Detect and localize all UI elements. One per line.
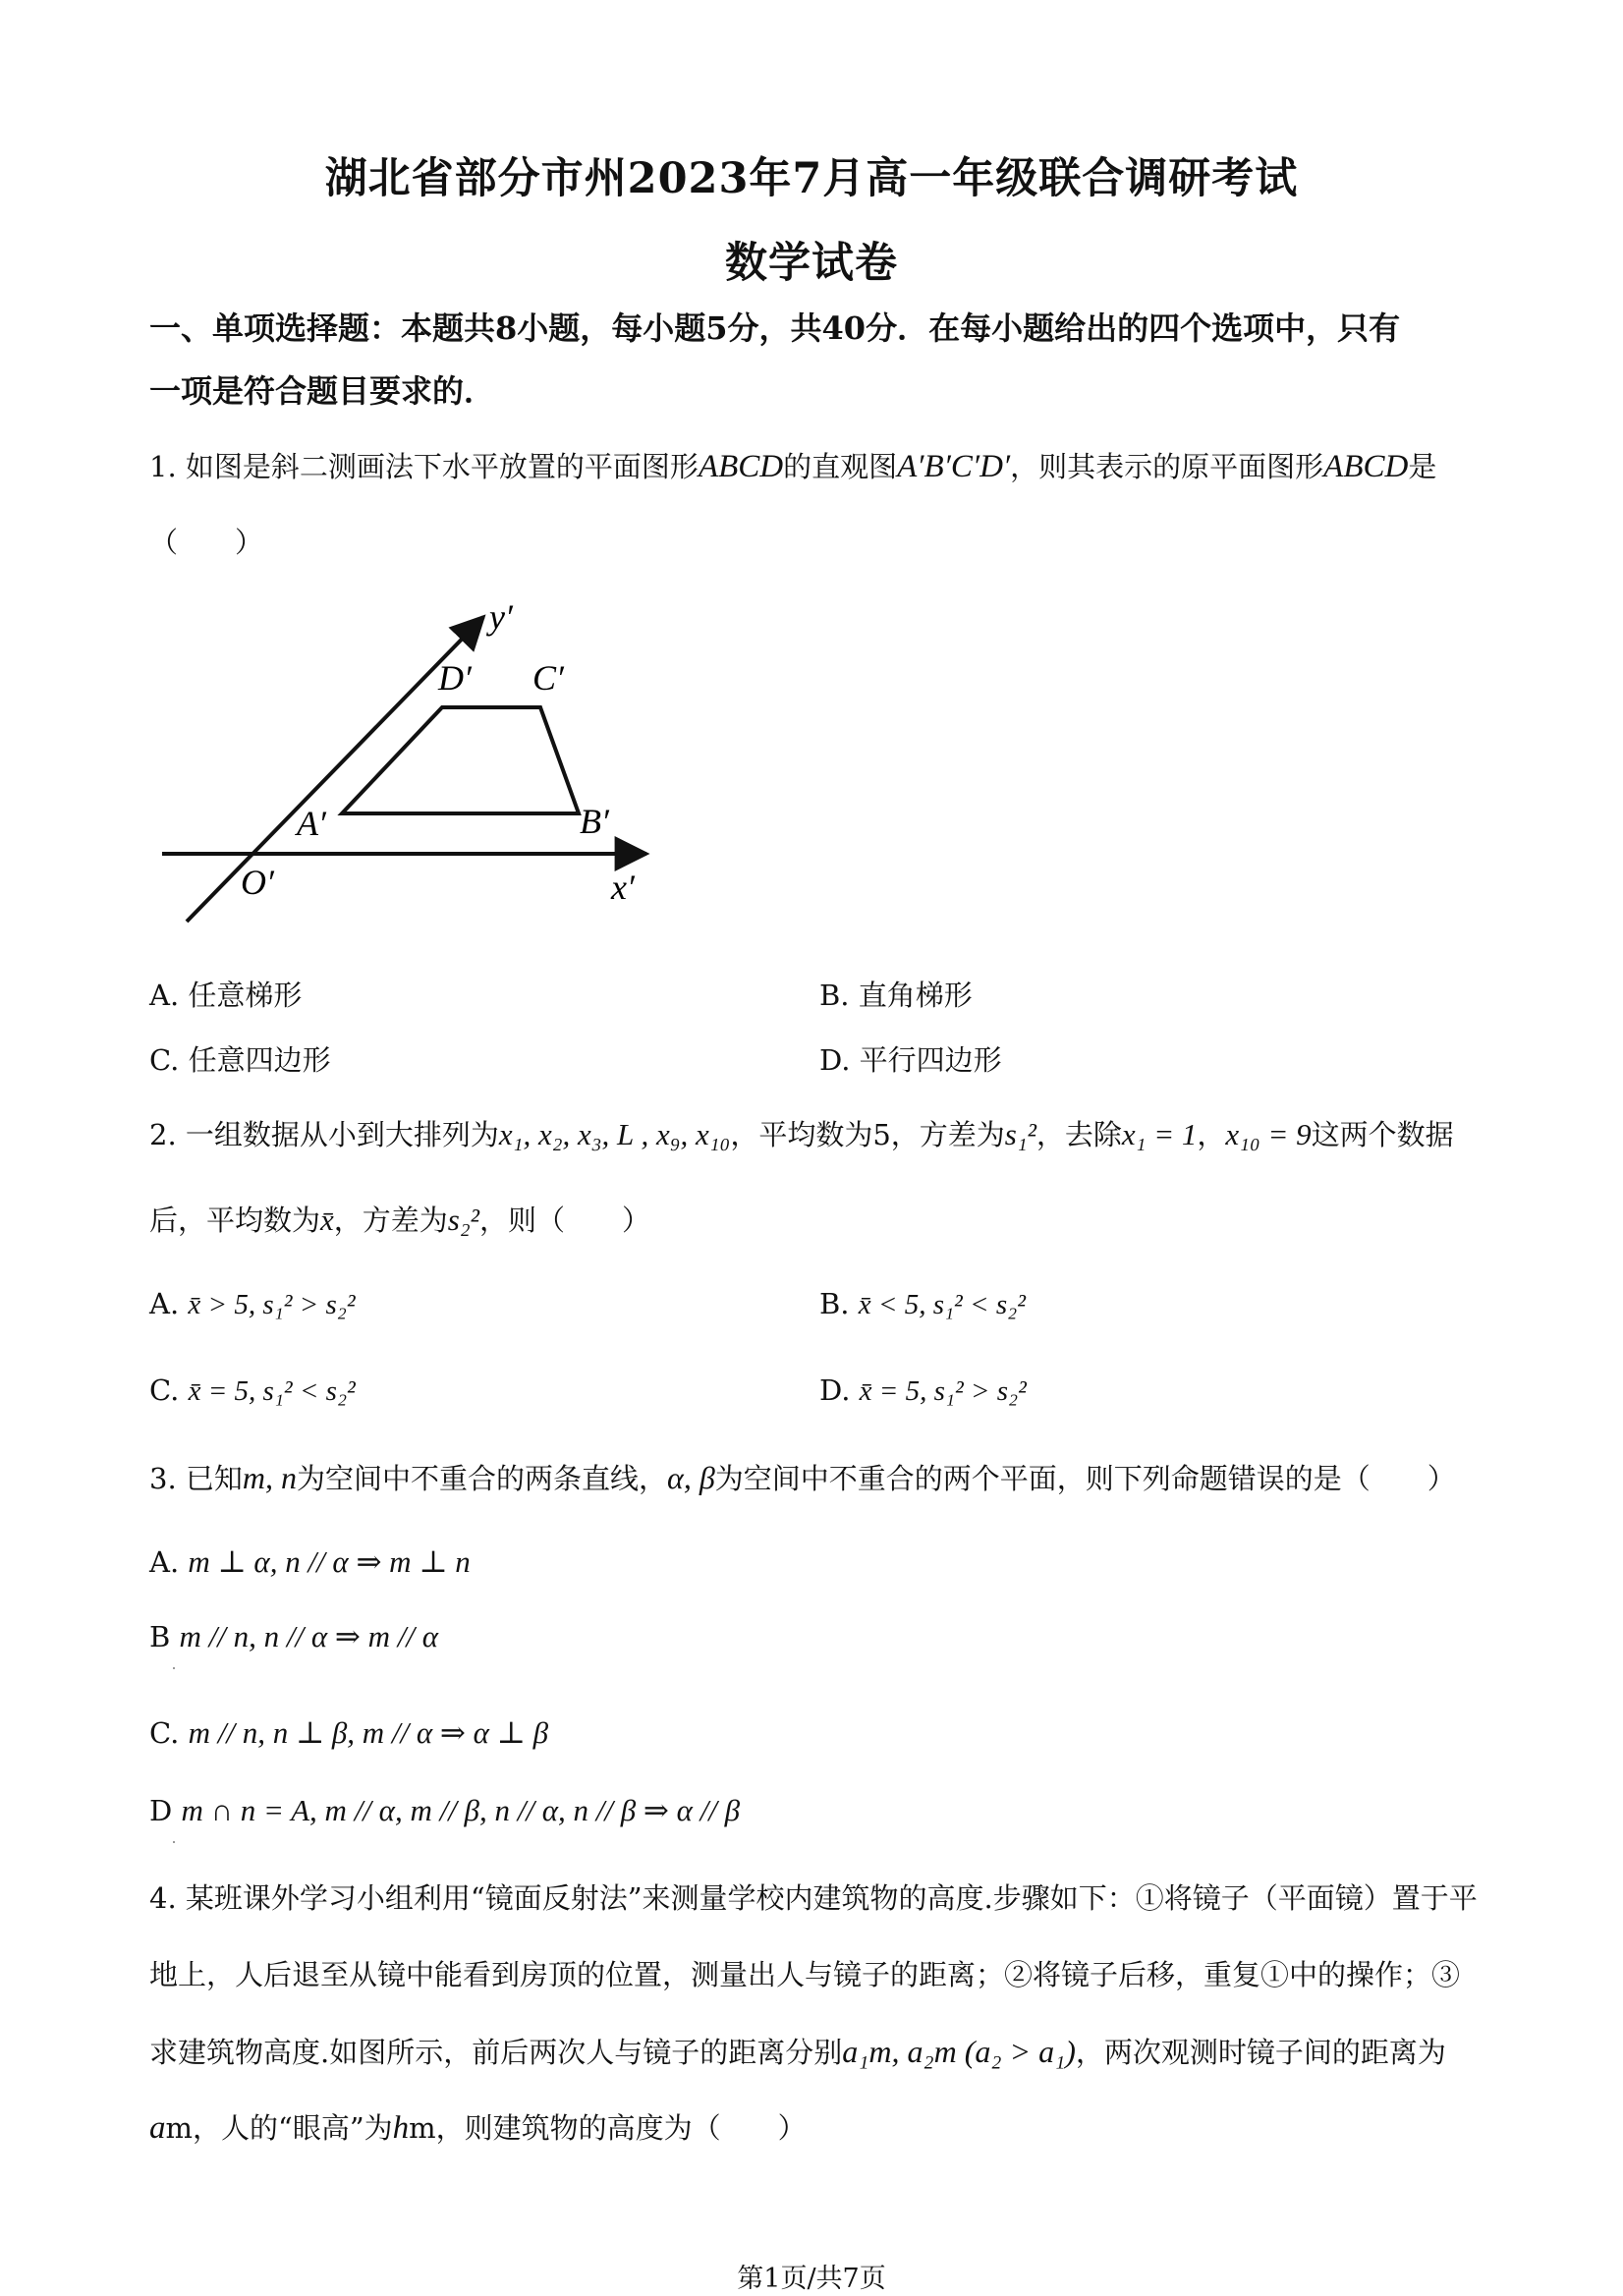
stem-text: 如图是斜二测画法下水平放置的平面图形 — [185, 450, 699, 483]
origin-label: O′ — [241, 863, 274, 902]
point-c-label: C′ — [532, 658, 564, 698]
question-2-stem-line2 — [149, 1201, 1495, 1240]
exam-title: 湖北省部分市州2023年7月高一年级联合调研考试 — [324, 154, 1299, 203]
option-letter: B. — [819, 979, 850, 1012]
math-a: a — [149, 2110, 166, 2146]
option-letter: B — [149, 1620, 171, 1653]
q3-option-d[interactable] — [149, 1793, 740, 1828]
option-letter: A. — [149, 1545, 180, 1579]
question-number: 2. — [149, 1118, 177, 1151]
option-text: 直角梯形 — [858, 979, 973, 1012]
stem-text: 为空间中不重合的两个平面，则下列命题错误的是（ ） — [714, 1462, 1456, 1495]
question-3-stem — [149, 1458, 1495, 1498]
option-letter: C. — [149, 1373, 180, 1407]
section-heading-line1: 一、单项选择题：本题共8小题，每小题5分，共40分．在每小题给出的四个选项中，只有 — [149, 309, 1401, 347]
q2-option-c[interactable] — [149, 1373, 356, 1408]
math-s2-squared: s₂² — [447, 1203, 479, 1237]
option-math: m ∩ n = A, m // α, m // β, n // α, n // β ⇒ α // β — [181, 1793, 741, 1827]
stem-text: m，则建筑物的高度为（ ） — [409, 2111, 807, 2145]
stem-text: ，去除 — [1035, 1118, 1122, 1151]
question-number: 4. — [149, 1881, 177, 1915]
stem-text: ，则（ ） — [478, 1204, 650, 1237]
option-math: m // n, n ⊥ β, m // α ⇒ α ⊥ β — [188, 1715, 549, 1750]
question-1-paren: （ ） — [149, 526, 264, 559]
stem-text: 一组数据从小到大排列为 — [185, 1118, 499, 1151]
page-footer: 第1页/共7页 — [737, 2264, 886, 2294]
option-math: x̄ = 5, s₁² > s₂² — [859, 1375, 1027, 1407]
stem-text: 的直观图 — [783, 450, 898, 483]
stem-text: 求建筑物高度.如图所示，前后两次人与镜子的距离分别 — [149, 2036, 843, 2069]
section-heading — [149, 297, 1485, 422]
stem-text: ，则其表示的原平面图形 — [1010, 450, 1324, 483]
stem-text: 后，平均数为 — [149, 1204, 321, 1237]
math-sequence: x₁, x₂, x₃, L , x₉, x₁₀ — [498, 1117, 731, 1151]
oblique-projection-figure — [147, 580, 678, 933]
math-abcd: ABCD — [698, 449, 784, 484]
q2-option-d[interactable] — [819, 1373, 1027, 1408]
stem-text: 是 — [1408, 450, 1437, 483]
q1-option-a[interactable] — [149, 974, 302, 1014]
section-heading-line2: 一项是符合题目要求的． — [149, 372, 496, 410]
exam-subtitle: 数学试卷 — [725, 239, 898, 288]
y-prime-label: y′ — [489, 597, 513, 637]
option-math: m // n, n // α ⇒ m // α — [179, 1619, 439, 1653]
stem-text: 为空间中不重合的两条直线， — [297, 1462, 668, 1495]
math-abcd-prime: A′B′C′D′ — [897, 449, 1011, 484]
question-number: 1. — [149, 450, 177, 483]
option-letter: C. — [149, 1716, 180, 1750]
math-m-n: m, n — [242, 1460, 298, 1495]
question-1-stem — [149, 447, 1495, 486]
option-math: x̄ < 5, s₁² < s₂² — [858, 1289, 1026, 1320]
point-b-label: B′ — [580, 802, 609, 841]
option-letter: A. — [149, 979, 180, 1012]
math-abcd: ABCD — [1323, 449, 1409, 484]
stem-text: ，平均数为5，方差为 — [730, 1118, 1005, 1151]
option-math: m ⊥ α, n // α ⇒ m ⊥ n — [188, 1544, 471, 1579]
point-d-label: D′ — [438, 658, 472, 698]
q3-option-c[interactable] — [149, 1715, 548, 1751]
stray-mark — [173, 1841, 175, 1843]
stem-text: ，方差为 — [333, 1204, 448, 1237]
stem-text: 这两个数据 — [1311, 1118, 1454, 1151]
q1-option-b[interactable] — [819, 974, 973, 1014]
option-math: x̄ > 5, s₁² > s₂² — [188, 1289, 356, 1320]
q3-option-a[interactable] — [149, 1544, 471, 1580]
question-2-stem-line1 — [149, 1115, 1495, 1154]
option-letter: C. — [149, 1043, 180, 1077]
q1-option-c[interactable] — [149, 1038, 331, 1079]
question-4-line1 — [149, 1878, 1495, 1918]
stem-text: m，人的“眼高”为 — [165, 2111, 393, 2145]
stray-mark — [173, 1667, 175, 1669]
stem-text: ， — [1197, 1118, 1226, 1151]
option-letter: D. — [819, 1043, 851, 1077]
stem-text: 已知 — [185, 1462, 243, 1495]
option-letter: D. — [819, 1373, 851, 1407]
math-alpha-beta: α, β — [667, 1460, 715, 1495]
q1-option-d[interactable] — [819, 1038, 1002, 1079]
x-prime-label: x′ — [611, 868, 635, 907]
q2-option-a[interactable] — [149, 1287, 356, 1321]
math-x-bar: x̄ — [320, 1203, 334, 1237]
question-number: 3. — [149, 1462, 177, 1495]
option-math: x̄ = 5, s₁² < s₂² — [188, 1375, 356, 1407]
question-4-line4 — [149, 2108, 1495, 2148]
question-4-line3 — [149, 2032, 1495, 2072]
stem-text: 某班课外学习小组利用“镜面反射法”来测量学校内建筑物的高度.步骤如下：①将镜子（平面镜）置于平 — [185, 1881, 1478, 1915]
option-text: 任意四边形 — [188, 1043, 331, 1077]
option-text: 平行四边形 — [859, 1043, 1002, 1077]
stem-text: ，两次观测时镜子间的距离为 — [1075, 2036, 1446, 2069]
q3-option-b[interactable] — [149, 1619, 438, 1654]
point-a-label: A′ — [297, 804, 326, 843]
question-4-line2: 地上，人后退至从镜中能看到房顶的位置，测量出人与镜子的距离；②将镜子后移，重复①中的操作；③ — [149, 1958, 1461, 1991]
math-x1-equals: x₁ = 1 — [1121, 1117, 1198, 1151]
math-a1-a2: a₁m, a₂m (a₂ > a₁) — [842, 2034, 1076, 2069]
option-letter: D — [149, 1794, 173, 1827]
math-h: h — [392, 2110, 410, 2146]
q2-option-b[interactable] — [819, 1287, 1026, 1321]
option-letter: A. — [149, 1287, 180, 1320]
option-letter: B. — [819, 1287, 850, 1320]
math-x10-equals: x₁₀ = 9 — [1225, 1117, 1312, 1151]
option-text: 任意梯形 — [188, 979, 303, 1012]
math-s1-squared: s₁² — [1004, 1117, 1036, 1151]
